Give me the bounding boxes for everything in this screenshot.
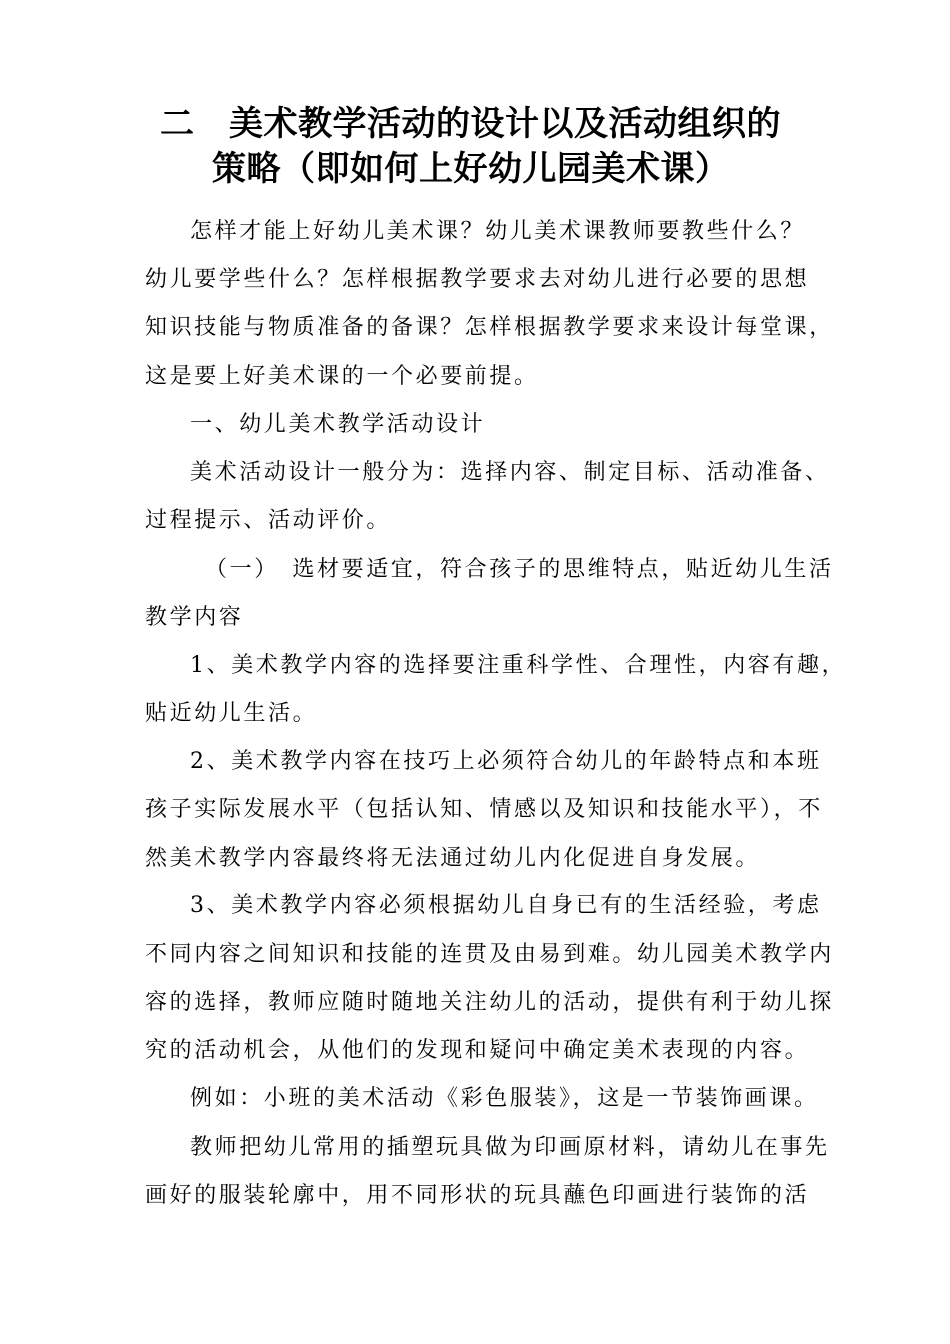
- paragraph-line: 例如：小班的美术活动《彩色服装》，这是一节装饰画课。: [190, 1086, 819, 1111]
- paragraph-line: 贴近幼儿生活。: [145, 701, 318, 726]
- paragraph-line: 知识技能与物质准备的备课？怎样根据教学要求来设计每堂课，: [145, 315, 834, 340]
- paragraph-line: 3、美术教学内容必须根据幼儿自身已有的生活经验，考虑: [190, 893, 822, 918]
- paragraph-line: 美术活动设计一般分为：选择内容、制定目标、活动准备、: [190, 460, 830, 485]
- section-heading: 一、幼儿美术教学活动设计: [190, 412, 486, 437]
- document-title-line-1: 二 美术教学活动的设计以及活动组织的: [160, 104, 781, 144]
- paragraph-line: 教师把幼儿常用的插塑玩具做为印画原材料，请幼儿在事先: [190, 1135, 830, 1160]
- paragraph-line: 2、美术教学内容在技巧上必须符合幼儿的年龄特点和本班: [190, 749, 822, 774]
- paragraph-line: 1、美术教学内容的选择要注重科学性、合理性，内容有趣，: [190, 653, 847, 678]
- paragraph-line: 究的活动机会，从他们的发现和疑问中确定美术表现的内容。: [145, 1038, 810, 1063]
- paragraph-line: 怎样才能上好幼儿美术课？幼儿美术课教师要教些什么？: [190, 219, 806, 244]
- paragraph-line: 孩子实际发展水平（包括认知、情感以及知识和技能水平），不: [145, 797, 823, 822]
- document-title-line-2: 策略（即如何上好幼儿园美术课）: [212, 149, 730, 189]
- paragraph-line: 不同内容之间知识和技能的连贯及由易到难。幼儿园美术教学内: [145, 942, 834, 967]
- paragraph-line: 画好的服装轮廓中，用不同形状的玩具蘸色印画进行装饰的活: [145, 1183, 810, 1208]
- subsection-heading: （一） 选材要适宜，符合孩子的思维特点，贴近幼儿生活: [205, 557, 834, 582]
- paragraph-line: 教学内容: [145, 605, 244, 630]
- paragraph-line: 幼儿要学些什么？怎样根据教学要求去对幼儿进行必要的思想: [145, 267, 810, 292]
- paragraph-line: 这是要上好美术课的一个必要前提。: [145, 364, 539, 389]
- paragraph-line: 容的选择，教师应随时随地关注幼儿的活动，提供有利于幼儿探: [145, 990, 834, 1015]
- paragraph-line: 过程提示、活动评价。: [145, 508, 392, 533]
- paragraph-line: 然美术教学内容最终将无法通过幼儿内化促进自身发展。: [145, 846, 761, 871]
